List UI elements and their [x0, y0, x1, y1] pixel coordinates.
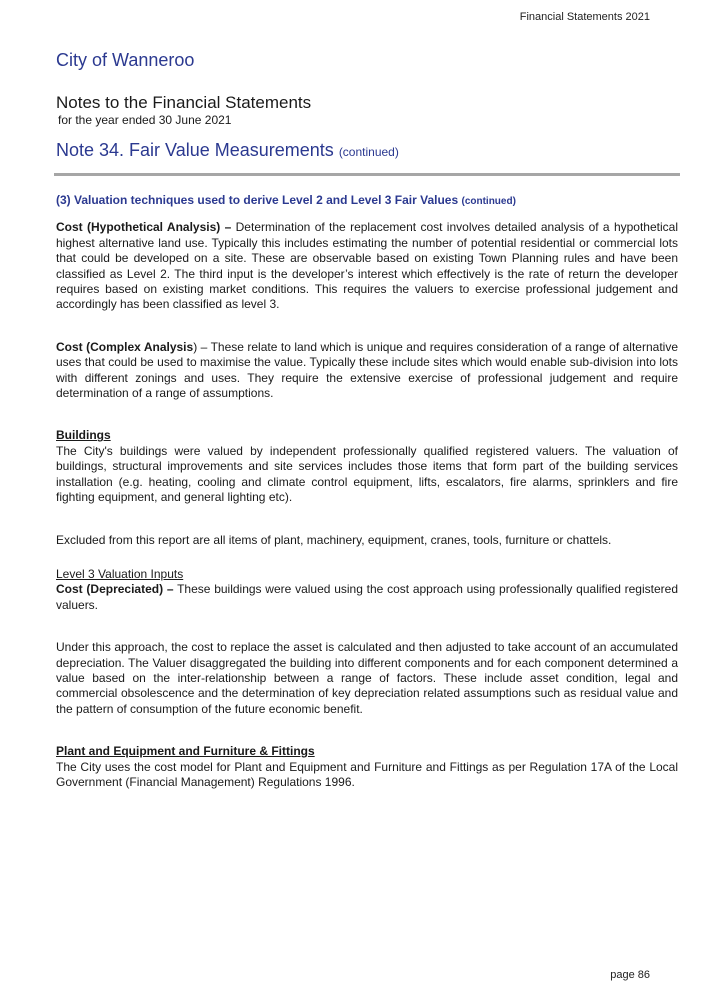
buildings-heading: Buildings — [56, 428, 111, 443]
section-heading-text: (3) Valuation techniques used to derive Level 2 and Level 3 Fair Values — [56, 193, 459, 207]
note-title-text: Note 34. Fair Value Measurements — [56, 140, 334, 160]
hypothetical-body: Determination of the replacement cost involves detailed analysis of a hypothetical highest alternative land use. Typically this includes estimating the number of potential residential or commercial lots that could be developed on a site. These are observable based on existing Town Planning rules and have been classified as Level 2. The third input is the developer’s interest which effectively is the rate of return the developer requires based on existing market conditions. This requires the valuers to exercise professional judgement and accordingly has been classified as level 3. — [56, 220, 678, 312]
page-content — [56, 193, 678, 790]
page-number: page 86 — [610, 969, 650, 981]
depreciated-body: These buildings were valued using the cost approach using professionally qualified registered valuers. — [56, 582, 679, 612]
paragraph-cost-approach: Under this approach, the cost to replace the asset is calculated and then adjusted to take account of an accumulated depreciation. The Valuer disaggregated the building into different components and for each component determined a value based on the inter-relationship between a range of factors. These include asset condition, legal and commercial obsolescence and the determination of key depreciation related assumptions such as residual value and the pattern of consumption of the future economic benefit. — [56, 640, 678, 716]
section-heading-continued: (continued) — [461, 196, 516, 207]
note-title-continued: (continued) — [338, 145, 399, 159]
hypothetical-lead: Cost (Hypothetical Analysis) – — [56, 220, 232, 235]
paragraph-buildings: The City's buildings were valued by independent professionally qualified registered valuers. The valuation of buildings, structural improvements and site services includes those items that form part of the building services installation (e.g. heating, cooling and climate control equipment, lifts, escalators, fire alarms, sprinklers and fire fighting equipment, and general lighting etc). — [56, 443, 678, 505]
paragraph-hypothetical-analysis — [56, 220, 678, 312]
complex-lead: Cost (Complex Analysis — [56, 339, 194, 354]
paragraph-excluded: Excluded from this report are all items of plant, machinery, equipment, cranes, tools, furniture or chattels. — [56, 532, 612, 547]
level3-heading: Level 3 Valuation Inputs — [56, 566, 184, 581]
plant-heading: Plant and Equipment and Furniture & Fittings — [56, 744, 315, 759]
section-heading — [56, 193, 678, 209]
complex-paren: ) – — [193, 339, 208, 354]
paragraph-plant: The City uses the cost model for Plant and Equipment and Furniture and Fittings as per Regulation 17A of the Local Government (Financial Management) Regulations 1996. — [56, 759, 678, 789]
document-subtitle: for the year ended 30 June 2021 — [58, 113, 232, 127]
organisation-name: City of Wanneroo — [56, 50, 195, 70]
paragraph-complex-analysis — [56, 340, 678, 402]
header-rule — [54, 173, 680, 176]
paragraph-depreciated — [56, 582, 678, 613]
running-header: Financial Statements 2021 — [519, 11, 650, 23]
document-title: Notes to the Financial Statements — [56, 93, 312, 112]
depreciated-lead: Cost (Depreciated) – — [56, 582, 174, 597]
note-title — [56, 140, 399, 161]
complex-body: These relate to land which is unique and requires consideration of a range of alternative uses that could be used to maximise the value. Typically these include sites which would enable sub-division into lots with different zonings and uses. They require the extensive exercise of professional judgement and require determination of a range of assumptions. — [56, 339, 678, 401]
